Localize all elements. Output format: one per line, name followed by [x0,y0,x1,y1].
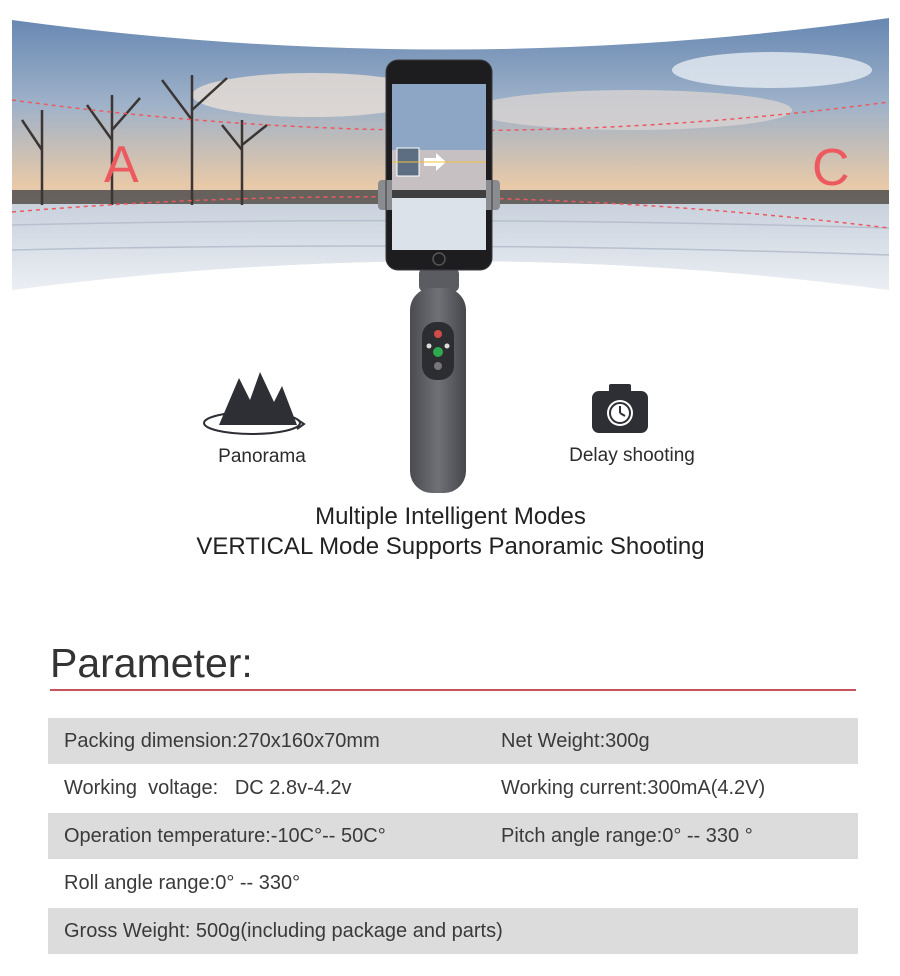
parameter-row [48,766,858,812]
parameter-roll-angle: Roll angle range:0° -- 330° [64,872,301,894]
mode-panorama-label: Panorama [218,446,306,467]
caption-line-2: VERTICAL Mode Supports Panoramic Shooting [196,533,705,560]
mode-panorama [187,368,337,468]
smartphone [378,60,500,270]
parameter-row [48,861,858,907]
parameter-table [48,718,858,956]
mode-delay-shooting [532,385,732,467]
parameter-working-current: Working current:300mA(4.2V) [501,777,766,799]
parameter-net-weight: Net Weight:300g [501,729,650,752]
panorama-start-marker: A [104,136,139,194]
mode-delay-label: Delay shooting [569,445,695,466]
gimbal-handle [410,268,466,493]
parameter-row [48,908,858,954]
parameter-pitch-angle: Pitch angle range:0° -- 330 ° [501,824,753,847]
hero-panorama-section [12,0,889,580]
modes-caption [12,502,889,562]
heading-divider [50,689,856,691]
parameter-gross-weight: Gross Weight: 500g(including package and parts) [64,919,503,942]
parameter-working-voltage: Working voltage: DC 2.8v-4.2v [64,777,352,799]
parameter-heading: Parameter: [50,640,253,686]
parameter-packing-dimension: Packing dimension:270x160x70mm [64,729,380,752]
panorama-end-marker: C [812,139,850,197]
parameter-operation-temperature: Operation temperature:-10C°-- 50C° [64,824,386,847]
parameter-row [48,813,858,859]
parameter-row [48,718,858,764]
panorama-scene [12,0,889,580]
caption-line-1: Multiple Intelligent Modes [315,503,586,530]
